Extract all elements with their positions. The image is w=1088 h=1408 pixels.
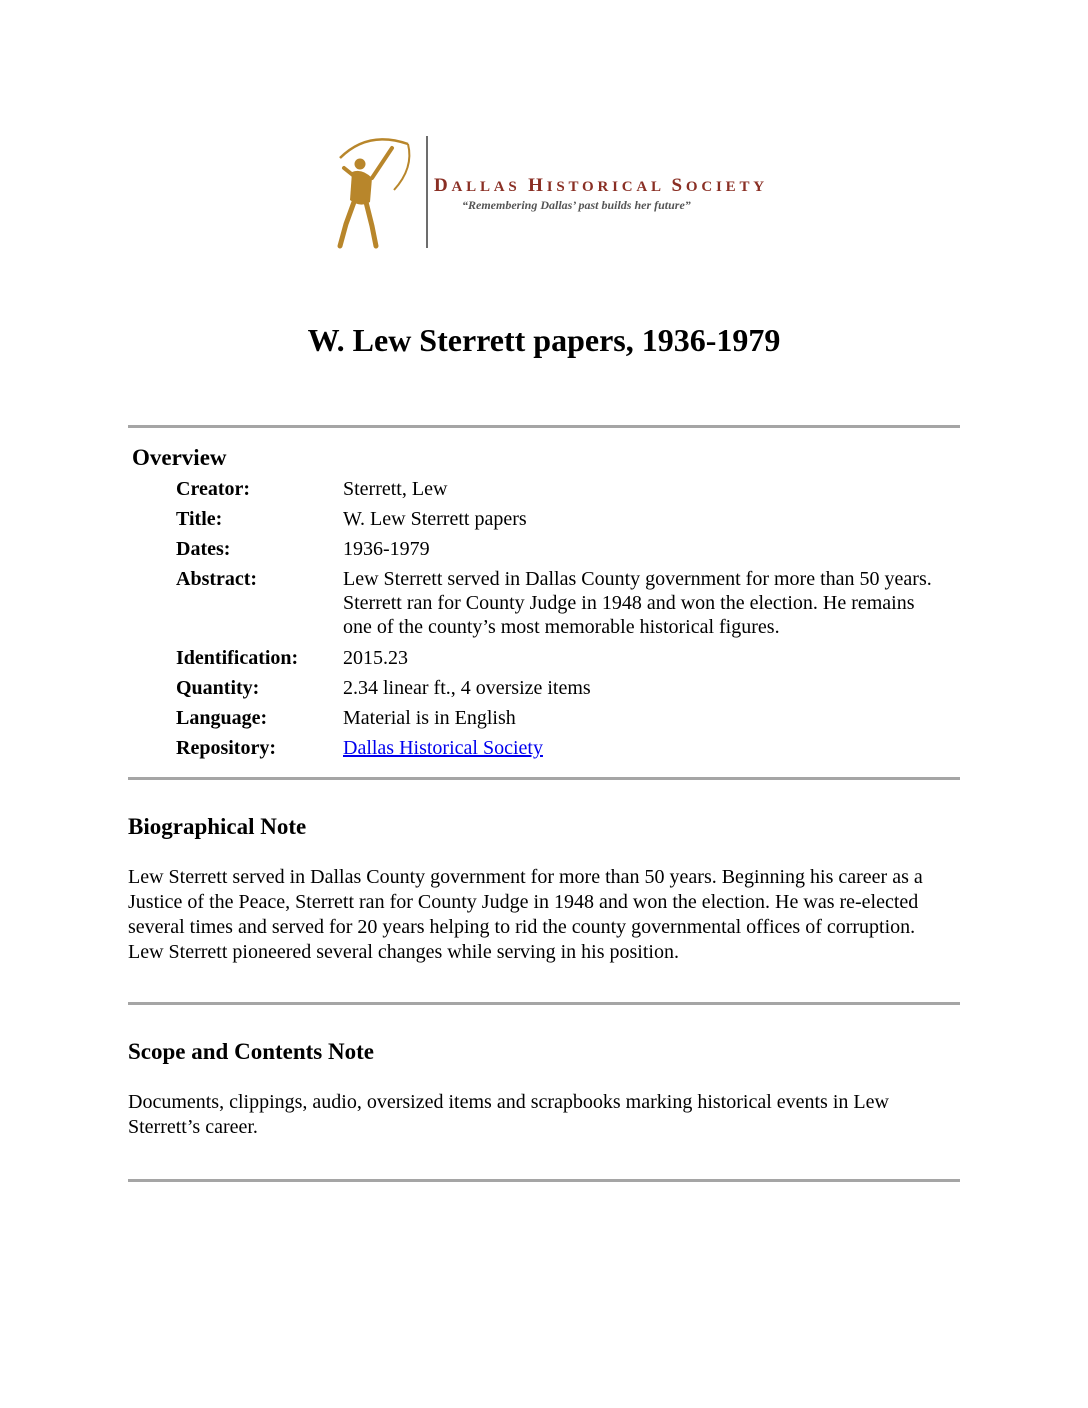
- field-value: Material is in English: [343, 707, 516, 729]
- field-value: Sterrett, Lew: [343, 478, 448, 500]
- organization-name: DALLAS HISTORICAL SOCIETY: [434, 175, 768, 196]
- logo-divider: [426, 136, 428, 248]
- field-label: Language:: [176, 707, 268, 729]
- field-label: Abstract:: [176, 568, 258, 590]
- scope-note-body: Documents, clippings, audio, oversized items and scrapbooks marking historical events in Lew Sterrett’s career.: [128, 1091, 889, 1138]
- field-label: Repository:: [176, 737, 276, 759]
- repository-link[interactable]: Dallas Historical Society: [343, 737, 543, 759]
- field-value: 1936-1979: [343, 538, 430, 560]
- field-value: W. Lew Sterrett papers: [343, 508, 527, 530]
- field-label: Quantity:: [176, 677, 260, 699]
- organization-tagline: “Remembering Dallas’ past builds her future”: [462, 198, 691, 212]
- field-label: Dates:: [176, 538, 231, 560]
- scope-note-heading: Scope and Contents Note: [128, 1039, 374, 1064]
- overview-heading: Overview: [132, 445, 227, 470]
- dallas-historical-society-logo: [330, 128, 790, 252]
- section-divider: [128, 1179, 960, 1182]
- field-value: 2015.23: [343, 647, 408, 669]
- section-divider: [128, 777, 960, 780]
- field-value: Lew Sterrett served in Dallas County government for more than 50 years. Sterrett ran for County Judge in 1948 and won the election. He remains one of the county’s most memorable historical figures.: [343, 568, 932, 638]
- archer-figure-icon: [330, 128, 420, 252]
- biographical-note-heading: Biographical Note: [128, 814, 307, 839]
- field-label: Identification:: [176, 647, 299, 669]
- section-divider: [128, 1002, 960, 1005]
- field-label: Creator:: [176, 478, 251, 500]
- biographical-note-body: Lew Sterrett served in Dallas County government for more than 50 years. Beginning his career as a Justice of the Peace, Sterrett ran for County Judge in 1948 and won the election. He was re-elected several times and served for 20 years helping to rid the county governmental offices of corruption. Lew Sterrett pioneered several changes while serving in his position.: [128, 866, 923, 963]
- section-divider: [128, 425, 960, 428]
- field-value: 2.34 linear ft., 4 oversize items: [343, 677, 591, 699]
- field-label: Title:: [176, 508, 223, 530]
- field-value: [343, 736, 933, 760]
- document-title: W. Lew Sterrett papers, 1936-1979: [307, 322, 781, 358]
